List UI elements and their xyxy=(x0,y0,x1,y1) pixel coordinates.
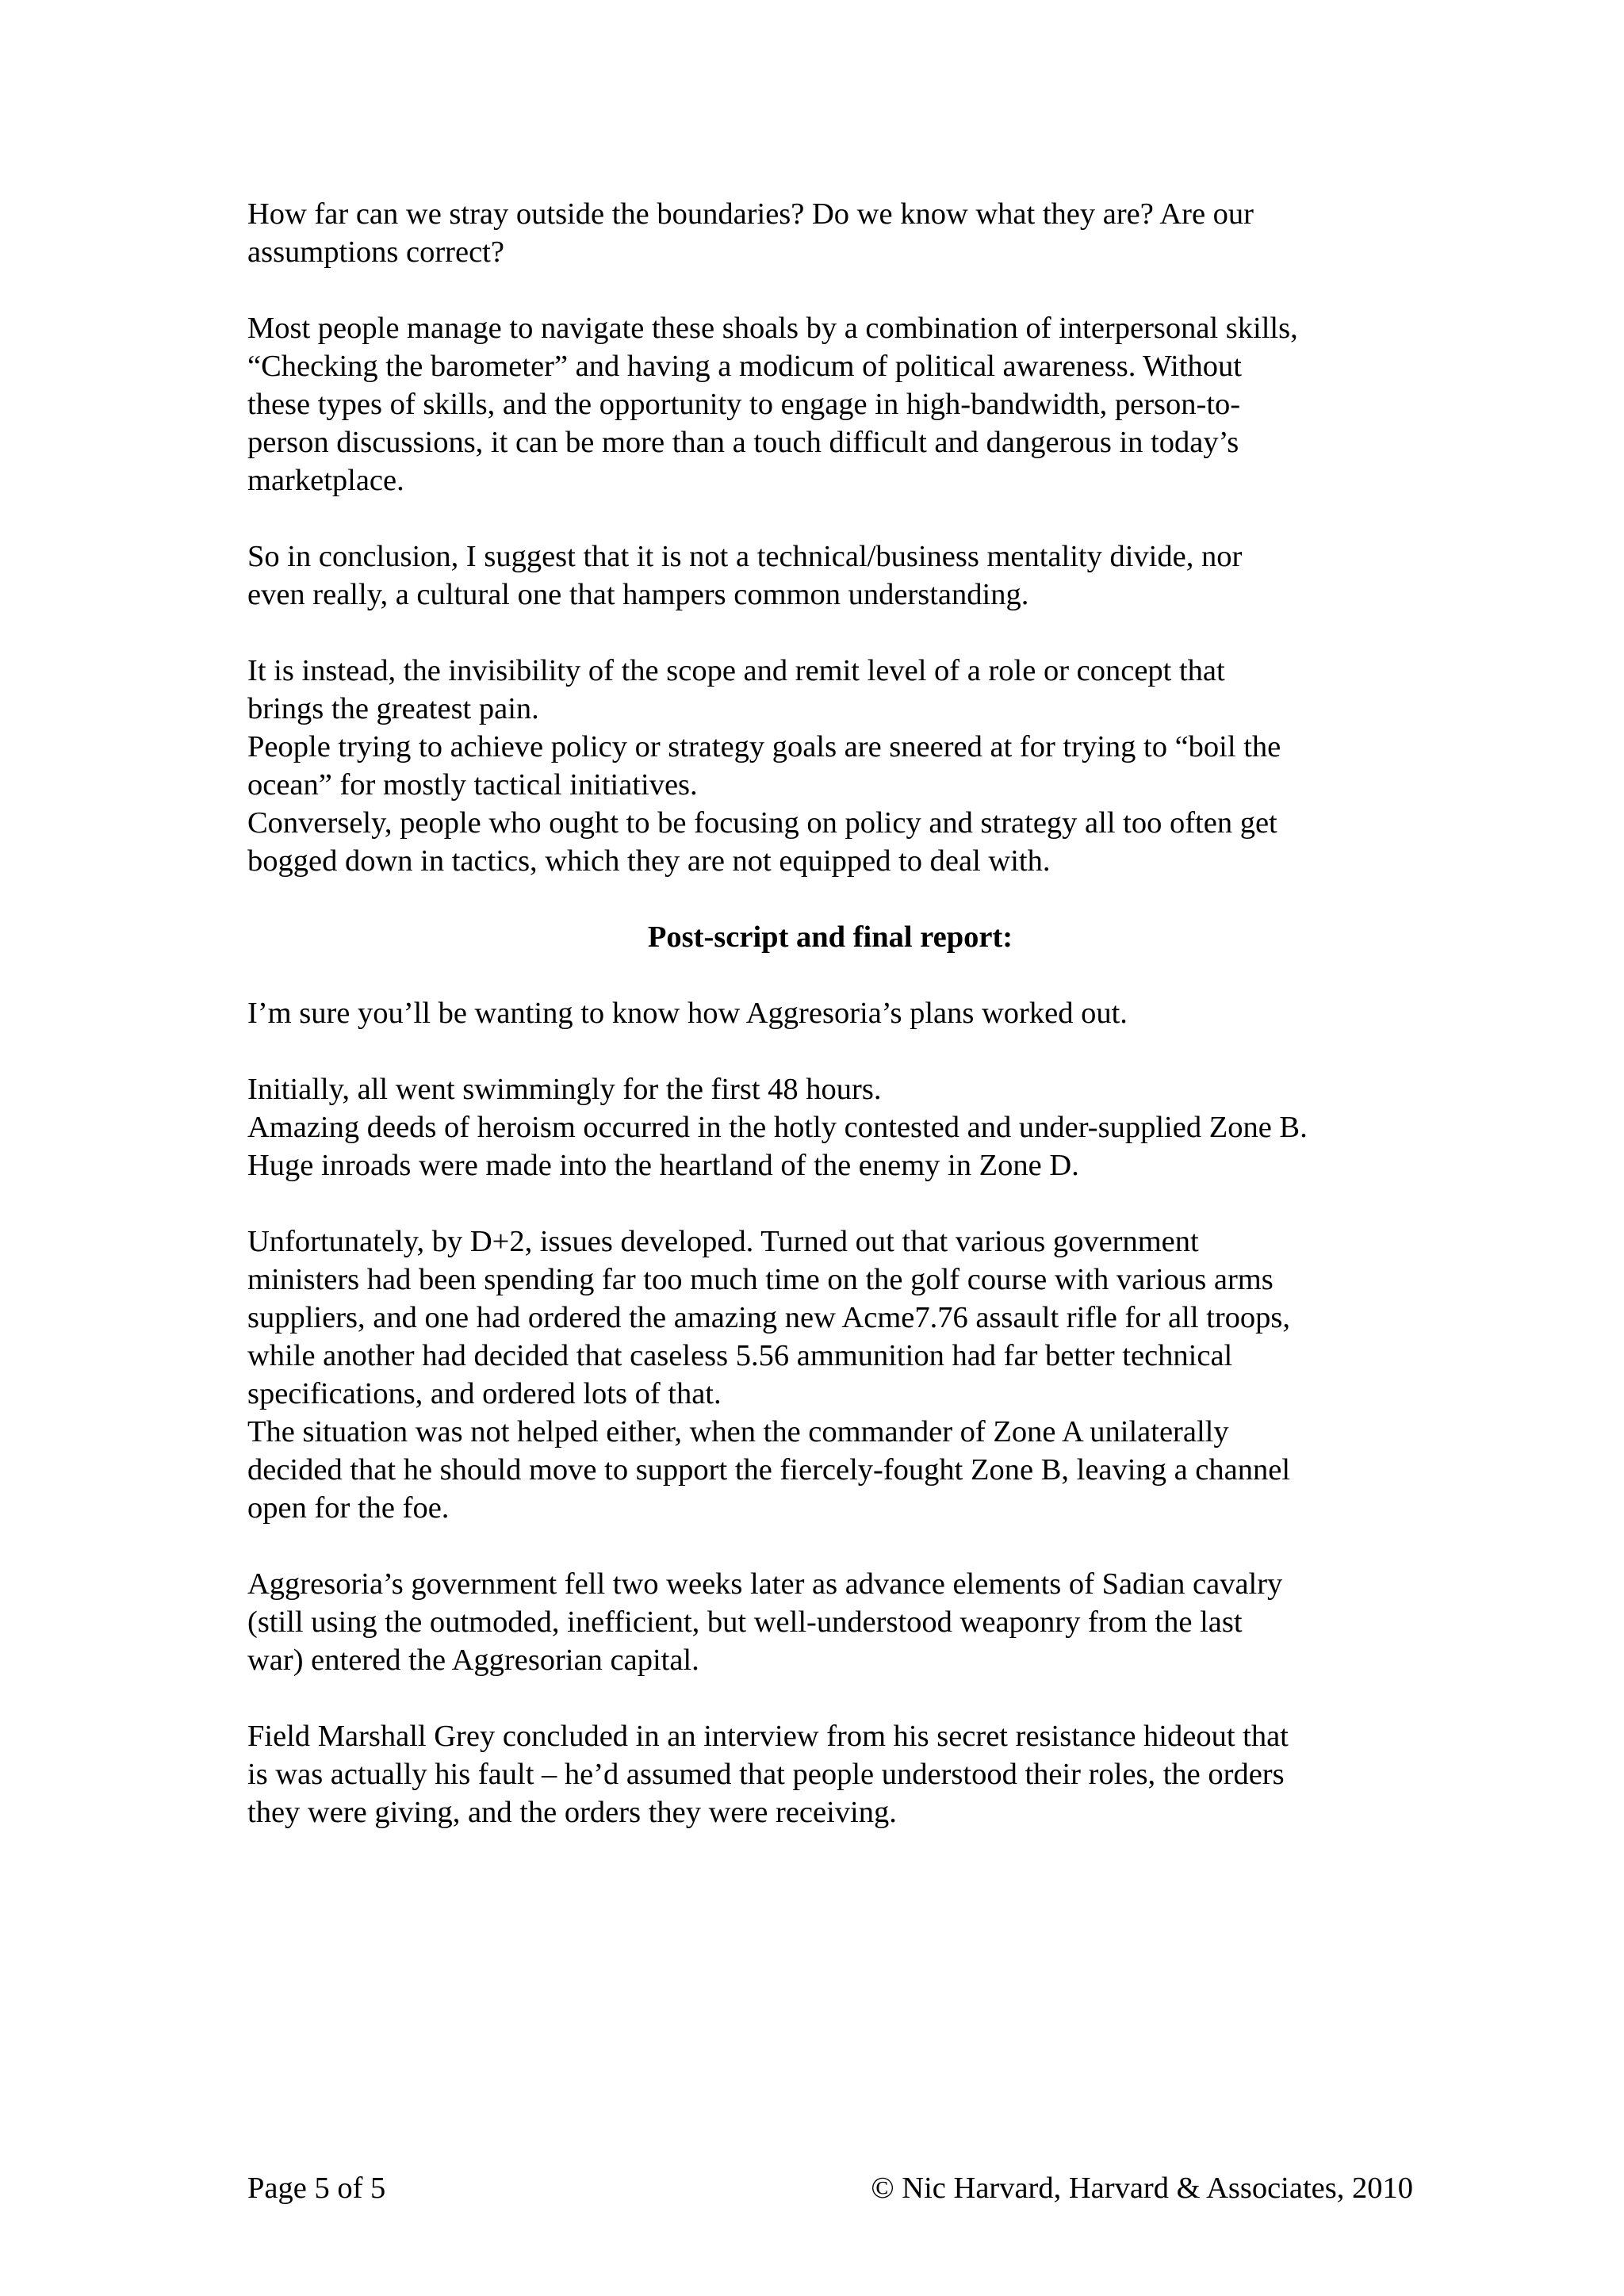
text-line: Conversely, people who ought to be focusing on policy and strategy all too often get xyxy=(247,806,1277,840)
text-line: Amazing deeds of heroism occurred in the hotly contested and under-supplied Zone B. xyxy=(247,1111,1308,1144)
text-line: How far can we stray outside the boundaries? Do we know what they are? Are our xyxy=(247,197,1254,231)
text-line: I’m sure you’ll be wanting to know how Aggresoria’s plans worked out. xyxy=(247,997,1128,1030)
text-line: specifications, and ordered lots of that. xyxy=(247,1377,722,1410)
paragraph xyxy=(247,309,1413,499)
section-heading: Post-script and final report: xyxy=(647,920,1013,954)
text-line: “Checking the barometer” and having a modicum of political awareness. Without xyxy=(247,350,1242,383)
text-line: person discussions, it can be more than a touch difficult and dangerous in today’s xyxy=(247,426,1239,459)
text-line: these types of skills, and the opportunity to engage in high-bandwidth, person-to- xyxy=(247,388,1241,421)
text-line: they were giving, and the orders they were receiving. xyxy=(247,1796,897,1829)
text-line: assumptions correct? xyxy=(247,235,504,269)
text-line: marketplace. xyxy=(247,464,404,497)
text-line: People trying to achieve policy or strategy goals are sneered at for trying to “boil the xyxy=(247,730,1281,763)
text-line: (still using the outmoded, inefficient, but well-understood weaponry from the last xyxy=(247,1605,1243,1639)
paragraph xyxy=(247,1717,1413,1831)
text-line: ocean” for mostly tactical initiatives. xyxy=(247,768,698,802)
paragraph xyxy=(247,195,1413,271)
page-number: Page 5 of 5 xyxy=(247,2172,386,2205)
text-line: even really, a cultural one that hampers common understanding. xyxy=(247,578,1029,611)
text-line: Initially, all went swimmingly for the first 48 hours. xyxy=(247,1073,882,1106)
text-line: The situation was not helped either, when the commander of Zone A unilaterally xyxy=(247,1415,1229,1448)
text-line: Huge inroads were made into the heartland of the enemy in Zone D. xyxy=(247,1149,1079,1182)
text-line: Unfortunately, by D+2, issues developed. Turned out that various government xyxy=(247,1225,1199,1258)
paragraph xyxy=(247,1070,1413,1184)
text-line: So in conclusion, I suggest that it is not a technical/business mentality divide, nor xyxy=(247,540,1243,573)
text-line: ministers had been spending far too much time on the golf course with various arms xyxy=(247,1263,1274,1296)
paragraph xyxy=(247,1565,1413,1679)
text-line: decided that he should move to support the fiercely-fought Zone B, leaving a channel xyxy=(247,1453,1291,1487)
text-line: It is instead, the invisibility of the scope and remit level of a role or concept that xyxy=(247,654,1225,687)
text-line: open for the foe. xyxy=(247,1491,450,1525)
copyright-notice: © Nic Harvard, Harvard & Associates, 2010 xyxy=(871,2172,1413,2205)
text-line: Field Marshall Grey concluded in an interview from his secret resistance hideout that xyxy=(247,1720,1289,1753)
paragraph xyxy=(247,994,1413,1032)
text-line: suppliers, and one had ordered the amazing new Acme7.76 assault rifle for all troops, xyxy=(247,1301,1291,1334)
paragraph xyxy=(247,538,1413,614)
text-line: while another had decided that caseless 5.56 ammunition had far better technical xyxy=(247,1339,1233,1372)
text-line: bogged down in tactics, which they are not equipped to deal with. xyxy=(247,844,1051,878)
text-line: war) entered the Aggresorian capital. xyxy=(247,1644,699,1677)
text-line: Aggresoria’s government fell two weeks later as advance elements of Sadian cavalry xyxy=(247,1567,1283,1601)
text-line: Most people manage to navigate these shoals by a combination of interpersonal skills, xyxy=(247,312,1298,345)
document-page xyxy=(247,195,1413,1869)
paragraph xyxy=(247,1223,1413,1527)
text-line: is was actually his fault – he’d assumed that people understood their roles, the orders xyxy=(247,1758,1285,1791)
text-line: brings the greatest pain. xyxy=(247,692,539,725)
paragraph xyxy=(247,652,1413,880)
